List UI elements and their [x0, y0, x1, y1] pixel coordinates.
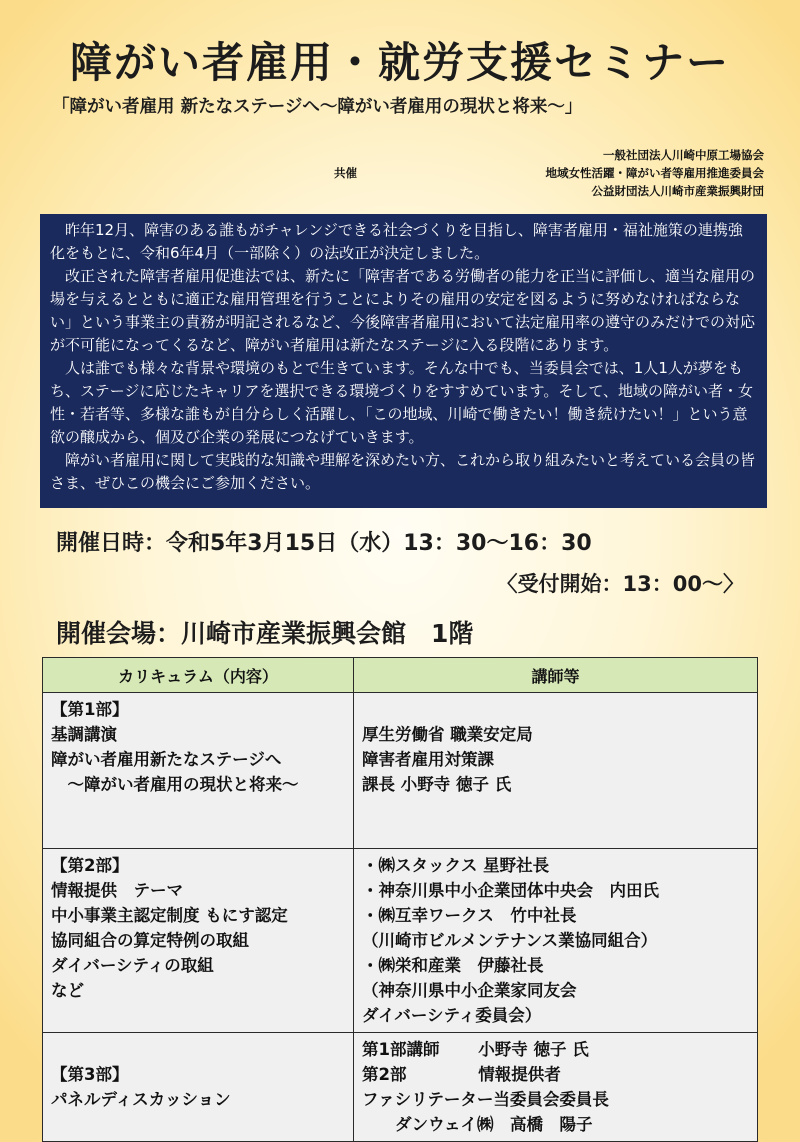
- speaker-line: ・㈱スタックス 星野社長: [362, 856, 550, 875]
- event-venue: 開催会場：川崎市産業振興会館 1階: [56, 619, 474, 648]
- speaker-line: ・㈱栄和産業 伊藤社長: [362, 956, 544, 975]
- speaker-line: 障害者雇用対策課: [362, 750, 494, 769]
- curriculum-line: 【第2部】: [51, 856, 129, 875]
- speaker-line: 第1部講師 小野寺 徳子 氏: [362, 1040, 589, 1059]
- organizer-main: 一般社団法人川崎中原工場協会: [603, 148, 764, 162]
- curriculum-line: 協同組合の算定特例の取組: [51, 931, 249, 950]
- co-organizer-2: 公益財団法人川崎市産業振興財団: [591, 184, 764, 198]
- curriculum-line: ダイバーシティの取組: [51, 956, 214, 975]
- header-curriculum: カリキュラム（内容）: [43, 658, 354, 693]
- header-speakers: 講師等: [354, 658, 758, 693]
- intro-paragraph: 改正された障害者雇用促進法では、新たに「障害者である労働者の能力を正当に評価し、適当な雇用の場を与えるとともに適正な雇用管理を行うことによりその雇用の安定を図るように努めなければならない」という事業主の責務が明記されるなど、今後障害者雇用において法定雇用率の遵守のみだけでの対応が不可能になってくるなど、障がい者雇用は新たなステージに入る段階にあります。: [50, 267, 756, 354]
- program-table: [42, 657, 758, 1142]
- intro-box: [40, 214, 767, 508]
- curriculum-line: パネルディスカッション: [51, 1090, 231, 1109]
- curriculum-line: など: [51, 981, 84, 1000]
- speaker-line: （神奈川県中小企業家同友会: [362, 981, 577, 1000]
- intro-paragraph: 人は誰でも様々な背景や環境のもとで生きています。そんな中でも、当委員会では、1人1人が夢をもち、ステージに応じたキャリアを選択できる環境づくりをすすめています。そして、地域の障がい者・女性・若者等、多様な誰もが自分らしく活躍し、「この地域、川崎で働きたい！働き続けたい！」という意欲の醸成から、個及び企業の発展につなげていきます。: [50, 359, 754, 446]
- speaker-line: ダイバーシティ委員会）: [362, 1006, 542, 1025]
- page-title: 障がい者雇用・就労支援セミナー: [69, 38, 730, 87]
- speaker-cell: [354, 1033, 758, 1142]
- organizers: [334, 146, 764, 200]
- co-organizer-row: [334, 164, 764, 182]
- speaker-line: ・神奈川県中小企業団体中央会 内田氏: [362, 881, 659, 900]
- curriculum-line: 【第1部】: [51, 700, 129, 719]
- co-organizer-label: 共催: [334, 166, 357, 180]
- curriculum-cell: [43, 693, 354, 849]
- curriculum-line: 情報提供 テーマ: [51, 881, 183, 900]
- table-header-row: [43, 658, 758, 693]
- speaker-line: 第2部 情報提供者: [362, 1065, 561, 1084]
- table-row: [43, 849, 758, 1033]
- reception-time: 〈受付開始：13：00～〉: [496, 572, 744, 596]
- speaker-line: 厚生労働省 職業安定局: [362, 725, 533, 744]
- speaker-line: ・㈱互幸ワークス 竹中社長: [362, 906, 577, 925]
- curriculum-cell: [43, 1033, 354, 1142]
- curriculum-line: 中小事業主認定制度 もにす認定: [51, 906, 288, 925]
- co-organizer-1: 地域女性活躍・障がい者等雇用推進委員会: [545, 166, 764, 180]
- curriculum-cell: [43, 849, 354, 1033]
- speaker-line: ファシリテーター当委員会委員長: [362, 1090, 609, 1109]
- table-row: [43, 1033, 758, 1142]
- intro-paragraph: 障がい者雇用に関して実践的な知識や理解を深めたい方、これから取り組みたいと考えている会員の皆さま、ぜひこの機会にご参加ください。: [50, 451, 756, 492]
- curriculum-line: 【第3部】: [51, 1065, 129, 1084]
- co-organizer-row: [334, 182, 764, 200]
- curriculum-line: 障がい者雇用新たなステージへ: [51, 750, 282, 769]
- intro-paragraph: 昨年12月、障害のある誰もがチャレンジできる社会づくりを目指し、障害者雇用・福祉施策の連携強化をもとに、令和6年4月（一部除く）の法改正が決定しました。: [50, 221, 743, 262]
- table-row: [43, 693, 758, 849]
- curriculum-line: 基調講演: [51, 725, 117, 744]
- speaker-line: ダンウェイ㈱ 高橋 陽子: [362, 1115, 593, 1134]
- speaker-cell: [354, 849, 758, 1033]
- page-subtitle: 「障がい者雇用 新たなステージへ～障がい者雇用の現状と将来～」: [52, 97, 583, 117]
- organizer-main-row: [334, 146, 764, 164]
- speaker-line: 課長 小野寺 徳子 氏: [362, 775, 512, 794]
- speaker-line: （川崎市ビルメンテナンス業協同組合）: [362, 931, 658, 950]
- curriculum-line: ～障がい者雇用の現状と将来～: [51, 775, 299, 794]
- speaker-cell: [354, 693, 758, 849]
- event-date: 開催日時：令和5年3月15日（水）13：30～16：30: [56, 531, 592, 556]
